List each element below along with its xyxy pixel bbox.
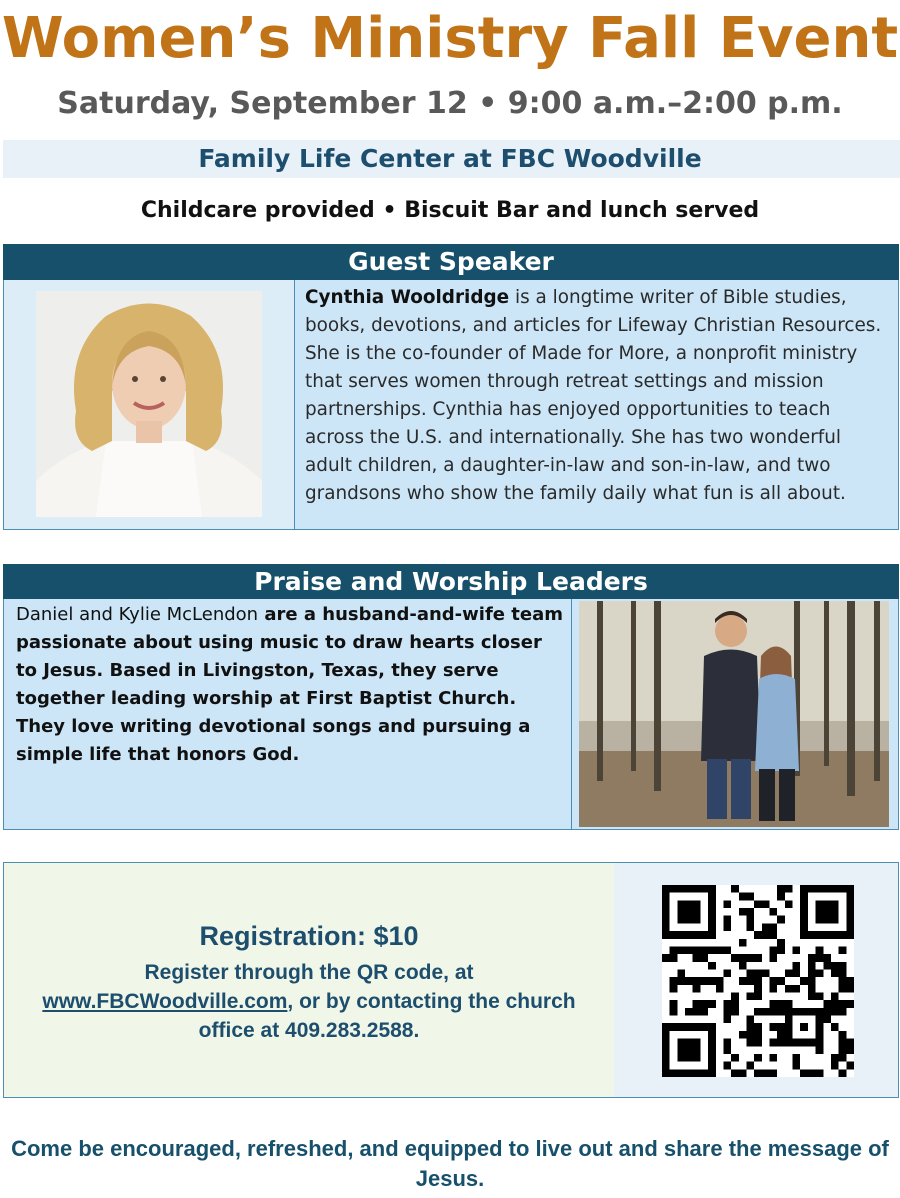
event-venue: Family Life Center at FBC Woodville: [198, 144, 702, 173]
worship-leaders-bio-text: are a husband-and-wife team passionate about using music to draw hearts closer to Jesus. Based in Livingston, Texas, they serve together leading worship at First Baptist Church. They love writing devotional songs and pursuing a simple life that honors God.: [16, 604, 563, 765]
guest-speaker-bio-text: is a longtime writer of Bible studies, books, devotions, and articles for Lifeway Christian Resources. She is the co-founder of Made for More, a nonprofit ministry that serves women through retreat settings and mission partnerships. Cynthia has enjoyed opportunities to teach across the U.S. and internationally. She has two wonderful adult children, a daughter-in-law and son-in-law, and two grandsons who show the family daily what fun is all about.: [305, 287, 882, 504]
registration-panel: [3, 862, 899, 1098]
qr-code-icon[interactable]: [662, 885, 854, 1077]
worship-leaders-heading: Praise and Worship Leaders: [3, 564, 899, 599]
guest-speaker-photo: [36, 291, 262, 517]
registration-instructions: [24, 958, 594, 1045]
worship-leaders-bio-cell: [4, 599, 572, 829]
registration-title: Registration: $10: [199, 921, 419, 951]
event-title: Women’s Ministry Fall Event: [1, 6, 899, 71]
registration-info-cell: [4, 863, 614, 1097]
guest-speaker-bio: [305, 284, 890, 508]
event-amenities: Childcare provided • Biscuit Bar and lunch served: [140, 198, 760, 223]
guest-speaker-heading: Guest Speaker: [3, 244, 899, 280]
closing-message: Come be encouraged, refreshed, and equipped to live out and share the message of Jesus.: [11, 1136, 889, 1191]
worship-leaders-photo: [579, 601, 889, 827]
registration-website-link[interactable]: www.FBCWoodville.com: [42, 990, 288, 1013]
registration-line-1: Register through the QR code, at: [144, 961, 474, 984]
registration-line-2: , or by contacting the church office at 409.283.2588.: [198, 990, 576, 1042]
guest-speaker-bio-cell: [295, 280, 898, 529]
qr-code-cell: [614, 863, 898, 1097]
guest-speaker-photo-cell: [4, 280, 295, 529]
worship-leaders-names: Daniel and Kylie McLendon: [16, 604, 259, 625]
guest-speaker-name: Cynthia Wooldridge: [305, 287, 510, 308]
worship-leaders-bio: [16, 601, 564, 769]
worship-leaders-panel: [3, 599, 899, 830]
event-datetime: Saturday, September 12 • 9:00 a.m.–2:00 p.m.: [57, 86, 843, 121]
guest-speaker-panel: [3, 280, 899, 530]
